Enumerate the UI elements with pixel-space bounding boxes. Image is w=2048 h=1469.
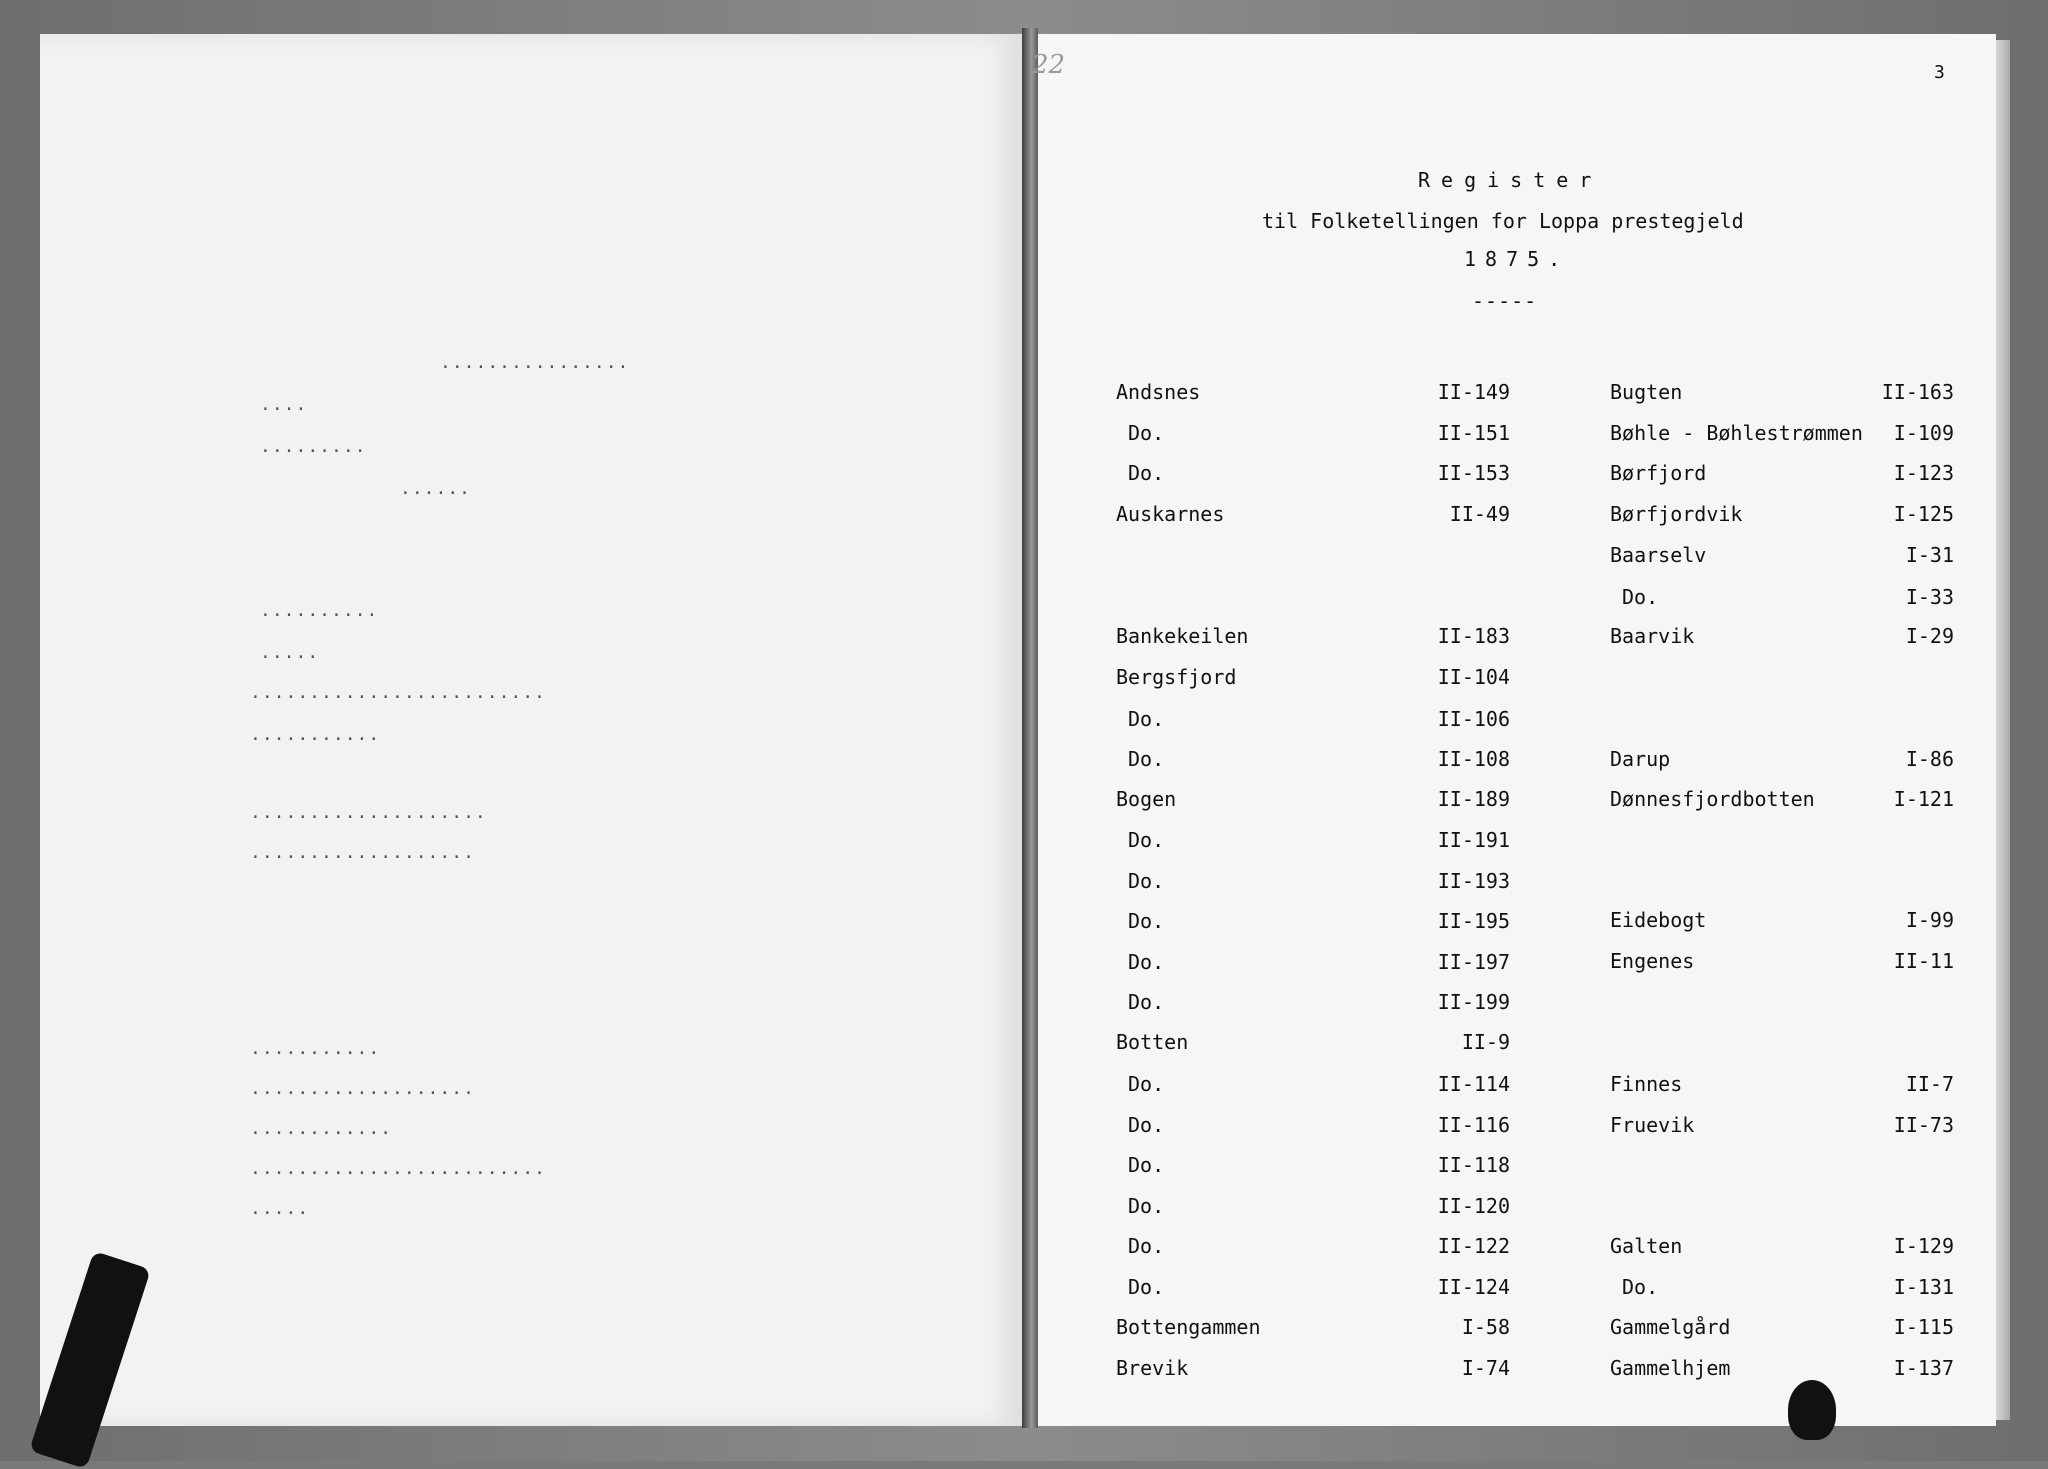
- entry-reference: II-11: [1893, 949, 1954, 973]
- entry-place: Dønnesfjordbotten: [1610, 787, 1815, 811]
- pencil-annotation: 22: [1032, 50, 1066, 80]
- entry-reference: II-199: [1437, 990, 1510, 1014]
- entry-reference: II-114: [1437, 1072, 1510, 1096]
- entry-place: Auskarnes: [1116, 502, 1225, 526]
- dot-leader: .........................: [250, 682, 546, 703]
- entry-place: Børfjord: [1610, 461, 1707, 485]
- entry-reference: II-73: [1893, 1113, 1954, 1137]
- entry-reference: I-115: [1893, 1315, 1954, 1339]
- entry-reference: II-124: [1437, 1275, 1510, 1299]
- entry-place: Do.: [1128, 421, 1165, 445]
- entry-reference: I-86: [1905, 747, 1954, 771]
- left-page: [40, 34, 1022, 1426]
- entry-reference: II-189: [1437, 787, 1510, 811]
- entry-place: Engenes: [1610, 949, 1695, 973]
- entry-place: Do.: [1128, 1234, 1165, 1258]
- entry-reference: II-104: [1437, 665, 1510, 689]
- entry-place: Do.: [1128, 1072, 1165, 1096]
- entry-place: Bogen: [1116, 787, 1177, 811]
- entry-place: Do.: [1128, 990, 1165, 1014]
- entry-place: Eidebogt: [1610, 908, 1707, 932]
- dot-leader: ...................: [250, 842, 475, 863]
- entry-place: Gammelgård: [1610, 1315, 1731, 1339]
- entry-place: Bugten: [1610, 380, 1683, 404]
- entry-reference: II-106: [1437, 707, 1510, 731]
- entry-reference: I-109: [1893, 421, 1954, 445]
- entry-reference: II-197: [1437, 950, 1510, 974]
- entry-place: Bankekeilen: [1116, 624, 1249, 648]
- entry-place: Do.: [1128, 909, 1165, 933]
- entry-place: Galten: [1610, 1234, 1683, 1258]
- entry-place: Fruevik: [1610, 1113, 1695, 1137]
- entry-place: Baarselv: [1610, 543, 1707, 567]
- entry-reference: I-33: [1905, 585, 1954, 609]
- entry-reference: II-7: [1905, 1072, 1954, 1096]
- document-subtitle: til Folketellingen for Loppa prestegjeld: [1262, 209, 1744, 233]
- entry-place: Darup: [1610, 747, 1671, 771]
- entry-reference: II-49: [1449, 502, 1510, 526]
- entry-reference: II-149: [1437, 380, 1510, 404]
- dot-leader: ......: [400, 478, 472, 499]
- entry-reference: II-116: [1437, 1113, 1510, 1137]
- entry-place: Do.: [1128, 1194, 1165, 1218]
- page-edge: [1996, 40, 2010, 1420]
- title-separator: -----: [1472, 289, 1538, 313]
- entry-place: Do.: [1128, 461, 1165, 485]
- entry-reference: II-195: [1437, 909, 1510, 933]
- entry-place: Do.: [1622, 585, 1659, 609]
- entry-reference: I-123: [1893, 461, 1954, 485]
- entry-reference: II-193: [1437, 869, 1510, 893]
- entry-place: Brevik: [1116, 1356, 1189, 1380]
- entry-place: Do.: [1128, 1153, 1165, 1177]
- entry-reference: II-122: [1437, 1234, 1510, 1258]
- entry-place: Gammelhjem: [1610, 1356, 1731, 1380]
- entry-reference: II-120: [1437, 1194, 1510, 1218]
- document-year: 1875.: [1464, 247, 1570, 271]
- entry-reference: II-183: [1437, 624, 1510, 648]
- dot-leader: ............: [250, 1118, 393, 1139]
- dot-leader: ...........: [250, 1038, 381, 1059]
- dot-leader: ....................: [250, 802, 487, 823]
- entry-reference: II-9: [1461, 1030, 1510, 1054]
- page-number: 3: [1934, 62, 1945, 83]
- entry-reference: I-58: [1461, 1315, 1510, 1339]
- entry-reference: II-153: [1437, 461, 1510, 485]
- entry-reference: I-137: [1893, 1356, 1954, 1380]
- entry-place: Bergsfjord: [1116, 665, 1237, 689]
- entry-reference: I-125: [1893, 502, 1954, 526]
- entry-place: Bøhle - Bøhlestrømmen: [1610, 421, 1863, 445]
- entry-place: Finnes: [1610, 1072, 1683, 1096]
- entry-place: Do.: [1622, 1275, 1659, 1299]
- entry-place: Do.: [1128, 1113, 1165, 1137]
- entry-reference: I-129: [1893, 1234, 1954, 1258]
- entry-place: Bottengammen: [1116, 1315, 1261, 1339]
- dot-leader: ..........: [260, 600, 379, 621]
- dot-leader: .........................: [250, 1158, 546, 1179]
- entry-reference: I-131: [1893, 1275, 1954, 1299]
- dot-leader: .....: [250, 1198, 310, 1219]
- entry-place: Andsnes: [1116, 380, 1201, 404]
- entry-place: Do.: [1128, 950, 1165, 974]
- entry-reference: I-29: [1905, 624, 1954, 648]
- dot-leader: .....: [260, 642, 320, 663]
- dot-leader: ................: [440, 352, 630, 373]
- document-title: Register: [1418, 168, 1603, 192]
- entry-place: Børfjordvik: [1610, 502, 1743, 526]
- entry-place: Do.: [1128, 869, 1165, 893]
- right-page: [1038, 34, 1996, 1426]
- entry-reference: II-151: [1437, 421, 1510, 445]
- entry-place: Do.: [1128, 747, 1165, 771]
- dot-leader: .........: [260, 436, 367, 457]
- entry-reference: I-121: [1893, 787, 1954, 811]
- entry-place: Baarvik: [1610, 624, 1695, 648]
- dot-leader: ...........: [250, 724, 381, 745]
- entry-reference: II-163: [1881, 380, 1954, 404]
- entry-reference: II-108: [1437, 747, 1510, 771]
- entry-reference: II-118: [1437, 1153, 1510, 1177]
- entry-reference: II-191: [1437, 828, 1510, 852]
- entry-reference: I-99: [1905, 908, 1954, 932]
- entry-reference: I-74: [1461, 1356, 1510, 1380]
- entry-place: Botten: [1116, 1030, 1189, 1054]
- entry-place: Do.: [1128, 828, 1165, 852]
- book-spine: [1022, 28, 1038, 1428]
- page-clip: [1788, 1380, 1836, 1440]
- dot-leader: ....: [260, 394, 308, 415]
- entry-place: Do.: [1128, 1275, 1165, 1299]
- dot-leader: ...................: [250, 1078, 475, 1099]
- entry-place: Do.: [1128, 707, 1165, 731]
- entry-reference: I-31: [1905, 543, 1954, 567]
